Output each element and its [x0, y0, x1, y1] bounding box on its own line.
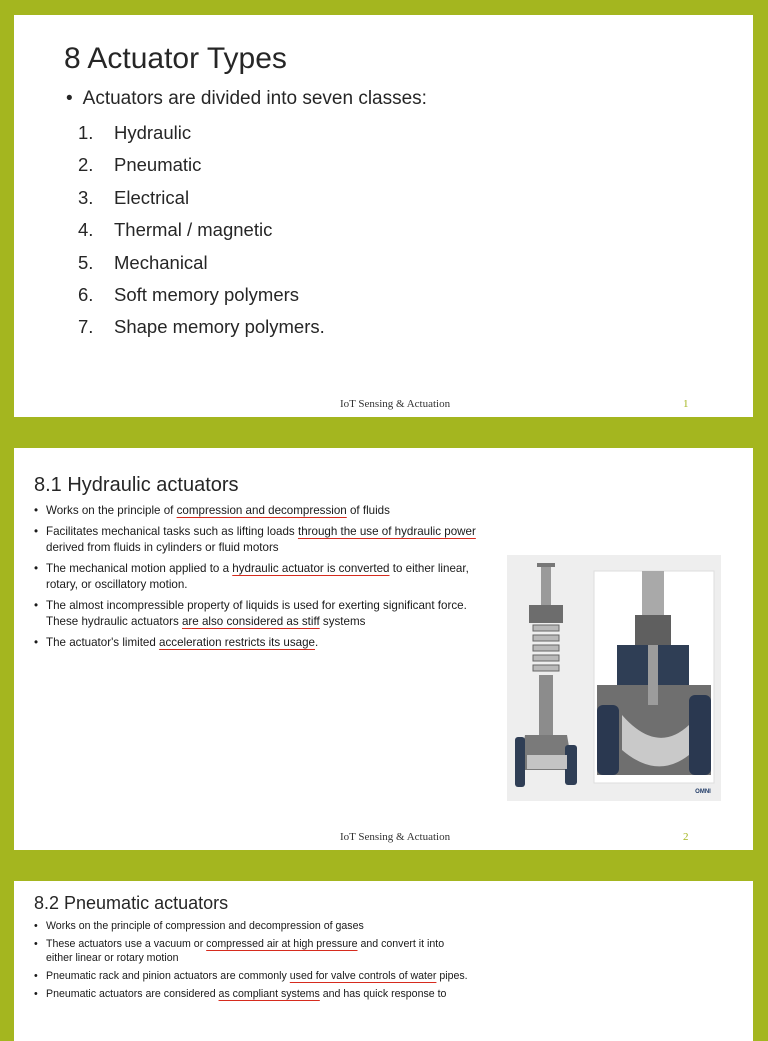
- bullet-list: [32, 919, 472, 1005]
- omni-logo: OMNI: [695, 789, 711, 795]
- hydraulic-actuator-image: [507, 555, 721, 801]
- lead-text: Actuators are divided into seven classes:: [82, 88, 427, 109]
- list-item: • These actuators use a vacuum or compressed air at high pressure and convert it into either linear or rotary motion: [32, 937, 472, 965]
- slide-title: 8.1 Hydraulic actuators: [34, 474, 239, 496]
- slide-3: [14, 881, 753, 1041]
- slide-title: 8 Actuator Types: [64, 42, 287, 75]
- slide-1: [14, 15, 753, 417]
- page-number: 1: [683, 398, 689, 410]
- slide-2: [14, 448, 753, 850]
- list-item: 3. Electrical: [78, 186, 190, 208]
- footer-text: IoT Sensing & Actuation: [340, 398, 451, 410]
- footer-text: IoT Sensing & Actuation: [340, 831, 451, 843]
- list-item: 5. Mechanical: [78, 251, 208, 273]
- list-item: • Works on the principle of compression and decompression of fluids: [32, 503, 502, 519]
- list-item: • Pneumatic actuators are considered as compliant systems and has quick response to: [32, 987, 472, 1001]
- list-item: • Facilitates mechanical tasks such as lifting loads through the use of hydraulic power derived from fluids in cylinders or fluid motors: [32, 524, 502, 556]
- list-item: 7. Shape memory polymers.: [78, 316, 325, 338]
- list-item: 1. Hydraulic: [78, 122, 192, 143]
- list-item: 4. Thermal / magnetic: [78, 219, 273, 241]
- list-item: • The actuator's limited acceleration restricts its usage.: [32, 635, 502, 651]
- list-item: 2. Pneumatic: [78, 154, 202, 176]
- list-item: • The almost incompressible property of liquids is used for exerting significant force. These hydraulic actuators are also considered as stiff systems: [32, 598, 502, 630]
- list-item: • The mechanical motion applied to a hydraulic actuator is converted to either linear, rotary, or oscillatory motion.: [32, 561, 502, 593]
- bullet-list: [32, 503, 502, 656]
- list-item: • Pneumatic rack and pinion actuators are commonly used for valve controls of water pipes.: [32, 969, 472, 983]
- list-item: 6. Soft memory polymers: [78, 283, 300, 305]
- page-number: 2: [683, 831, 689, 843]
- actuator-class-list: [78, 117, 325, 344]
- list-item: • Works on the principle of compression and decompression of gases: [32, 919, 472, 933]
- lead-bullet: • Actuators are divided into seven classes:: [66, 88, 427, 109]
- slide-title: 8.2 Pneumatic actuators: [34, 893, 229, 913]
